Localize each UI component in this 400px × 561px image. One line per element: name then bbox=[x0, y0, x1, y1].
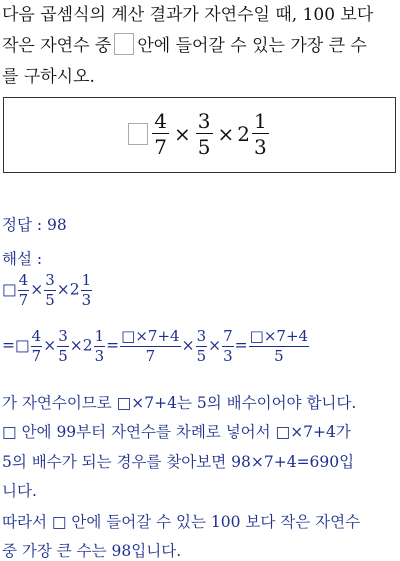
fraction-1-3 bbox=[252, 111, 269, 157]
whole-number: 2 bbox=[69, 280, 80, 299]
numerator: 1 bbox=[94, 327, 105, 345]
times-sign: × bbox=[56, 280, 70, 299]
question-line-2-start: 작은 자연수 중 bbox=[2, 36, 112, 56]
fraction bbox=[81, 273, 93, 308]
question-line-1: 다음 곱셈식의 계산 결과가 자연수일 때, 100 보다 bbox=[2, 5, 374, 25]
denominator: 5 bbox=[45, 291, 55, 309]
explanation-line-1: 가 자연수이므로 □×7+4는 5의 배수이어야 합니다. bbox=[2, 394, 357, 412]
numerator: □×7+4 bbox=[249, 327, 309, 345]
denominator: 5 bbox=[196, 347, 207, 365]
expression-box bbox=[3, 97, 396, 173]
fraction bbox=[120, 329, 180, 364]
equals-sign: = bbox=[2, 336, 15, 355]
explanation-heading: 해설 : bbox=[2, 250, 43, 268]
fraction bbox=[44, 273, 56, 308]
whole-number: 2 bbox=[237, 122, 250, 146]
fraction bbox=[57, 329, 69, 364]
question-text bbox=[2, 0, 398, 93]
times-sign: × bbox=[43, 336, 57, 355]
numerator: 1 bbox=[81, 271, 92, 289]
question-line-3: 를 구하시오. bbox=[2, 67, 95, 87]
denominator: 7 bbox=[145, 347, 156, 365]
answer-blank-box bbox=[114, 33, 134, 55]
explanation-line-3: 5의 배수가 되는 경우를 찾아보면 98×7+4=690입 bbox=[2, 453, 355, 471]
times-sign: × bbox=[30, 280, 44, 299]
question-line-2 bbox=[2, 31, 398, 62]
numerator: 3 bbox=[196, 327, 207, 345]
numerator: 1 bbox=[254, 109, 267, 133]
fraction bbox=[222, 329, 234, 364]
times-sign: × bbox=[217, 122, 235, 146]
square-symbol: □ bbox=[15, 336, 30, 355]
numerator: 4 bbox=[18, 271, 29, 289]
denominator: 3 bbox=[81, 291, 92, 309]
times-sign: × bbox=[69, 336, 83, 355]
denominator: 7 bbox=[154, 135, 167, 159]
answer-line: 정답 : 98 bbox=[2, 216, 67, 234]
fraction bbox=[249, 329, 309, 364]
times-sign: × bbox=[181, 336, 195, 355]
denominator: 5 bbox=[274, 347, 284, 365]
denominator: 3 bbox=[94, 347, 105, 365]
denominator: 7 bbox=[18, 291, 29, 309]
solution-expression-2 bbox=[2, 329, 310, 364]
equals-sign: = bbox=[106, 336, 120, 355]
question-line-2-end: 안에 들어갈 수 있는 가장 큰 수 bbox=[137, 36, 367, 56]
blank-square bbox=[128, 123, 148, 145]
numerator: 4 bbox=[154, 109, 167, 133]
fraction bbox=[94, 329, 106, 364]
solution-expression-1 bbox=[2, 273, 93, 308]
explanation-line-2: □ 안에 99부터 자연수를 차례로 넣어서 □×7+4가 bbox=[2, 423, 351, 441]
fraction bbox=[31, 329, 43, 364]
fraction bbox=[196, 329, 208, 364]
fraction bbox=[18, 273, 30, 308]
fraction-3-5 bbox=[196, 111, 213, 157]
numerator: 3 bbox=[45, 271, 55, 289]
denominator: 5 bbox=[197, 135, 211, 159]
explanation-line-5: 따라서 □ 안에 들어갈 수 있는 100 보다 작은 자연수 bbox=[2, 513, 361, 531]
numerator: 4 bbox=[31, 327, 42, 345]
whole-number: 2 bbox=[82, 336, 93, 355]
times-sign: × bbox=[208, 336, 222, 355]
denominator: 7 bbox=[31, 347, 42, 365]
explanation-line-6: 중 가장 큰 수는 98입니다. bbox=[2, 542, 182, 560]
fraction-4-7 bbox=[152, 111, 169, 157]
equals-sign: = bbox=[234, 336, 248, 355]
numerator: 3 bbox=[58, 327, 68, 345]
denominator: 3 bbox=[254, 135, 267, 159]
numerator: 3 bbox=[197, 109, 211, 133]
numerator: 7 bbox=[223, 327, 233, 345]
denominator: 5 bbox=[58, 347, 68, 365]
square-symbol: □ bbox=[2, 280, 17, 299]
denominator: 3 bbox=[223, 347, 233, 365]
explanation-line-4: 니다. bbox=[2, 482, 37, 500]
expression bbox=[4, 111, 395, 157]
times-sign: × bbox=[174, 122, 191, 146]
numerator: □×7+4 bbox=[121, 327, 180, 345]
